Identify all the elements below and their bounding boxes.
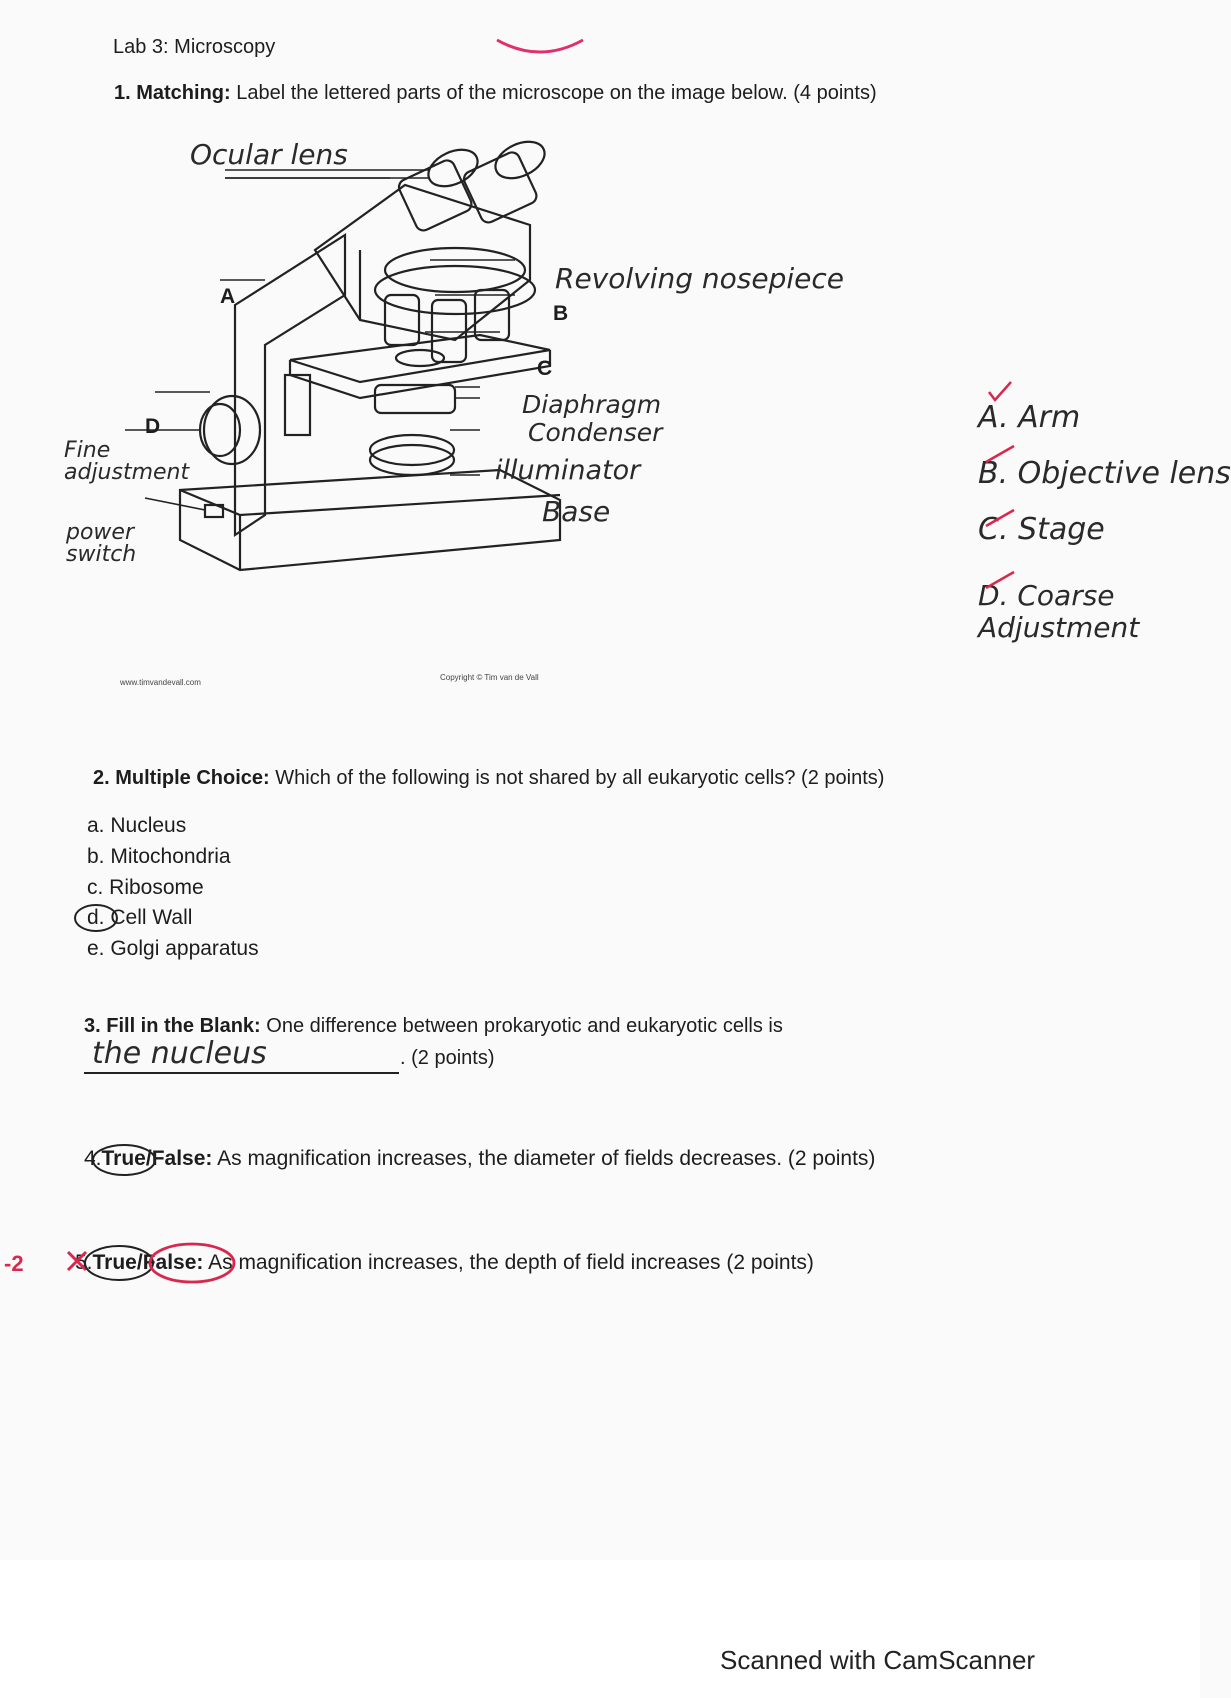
credit-left: www.timvandevall.com (120, 678, 201, 687)
q2-option-d: d. Cell Wall (87, 906, 193, 929)
page-title: Lab 3: Microscopy (113, 36, 276, 58)
label-power-switch: power switch (66, 520, 137, 567)
q3-answer-blank (84, 1036, 399, 1074)
answer-a: A. Arm (978, 400, 1081, 435)
letter-b: B (553, 302, 569, 325)
red-mark-c (980, 504, 1020, 534)
q2-option-e: e. Golgi apparatus (87, 937, 259, 960)
q4-true: True (101, 1147, 146, 1170)
letter-a: A (220, 285, 236, 308)
q5-false: False: (142, 1251, 204, 1274)
q5-false-red-circle (146, 1240, 238, 1286)
answer-c: C. Stage (978, 512, 1105, 547)
label-fine-adjustment: Fine adjustment (64, 438, 190, 485)
letter-d: D (145, 415, 161, 438)
answer-b: B. Objective lens (978, 456, 1231, 491)
q5-true: True (92, 1251, 137, 1274)
selected-circle-d (72, 902, 122, 934)
credit-right: Copyright © Tim van de Vall (440, 673, 539, 682)
red-mark-d (980, 566, 1020, 596)
q2-option-b: b. Mitochondria (87, 845, 231, 868)
q2-prompt: 2. Multiple Choice: Which of the following is not shared by all eukaryotic cells? (2 points) (93, 767, 885, 789)
q5-statement: 5.True/False: As magnification increases, the depth of field increases (2 points) (75, 1251, 814, 1274)
q4-false: False: (151, 1147, 213, 1170)
scanner-footer-area (0, 1560, 1200, 1698)
q4-statement: 4.True/False: As magnification increases, the diameter of fields decreases. (2 points) (84, 1147, 876, 1170)
red-arc-mark (495, 34, 585, 58)
label-ocular-lens: Ocular lens (190, 138, 348, 171)
microscope-figure (60, 130, 880, 690)
q2-option-c: c. Ribosome (87, 876, 204, 899)
label-diaphragm: Diaphragm (522, 390, 662, 419)
scanner-watermark: Scanned with CamScanner (720, 1645, 1036, 1675)
q5-deduction: -2 (4, 1251, 24, 1276)
letter-c: C (537, 357, 553, 380)
label-condenser: Condenser (528, 418, 663, 447)
q5-true-circle (82, 1242, 156, 1284)
label-revolving-nosepiece: Revolving nosepiece (555, 262, 845, 295)
q3-suffix: . (2 points) (400, 1047, 495, 1069)
label-illuminator: illuminator (495, 455, 641, 486)
q1-prompt: 1. Matching: Label the lettered parts of the microscope on the image below. (4 points) (114, 82, 877, 104)
red-mark-b (980, 440, 1020, 470)
q4-true-circle (90, 1141, 158, 1179)
q3-answer: the nucleus (92, 1036, 267, 1071)
answer-d: D. Coarse Adjustment (978, 579, 1140, 644)
q2-option-a: a. Nucleus (87, 814, 187, 837)
q3-prompt: 3. Fill in the Blank: One difference between prokaryotic and eukaryotic cells is (84, 1015, 783, 1037)
label-base: Base (542, 495, 611, 528)
